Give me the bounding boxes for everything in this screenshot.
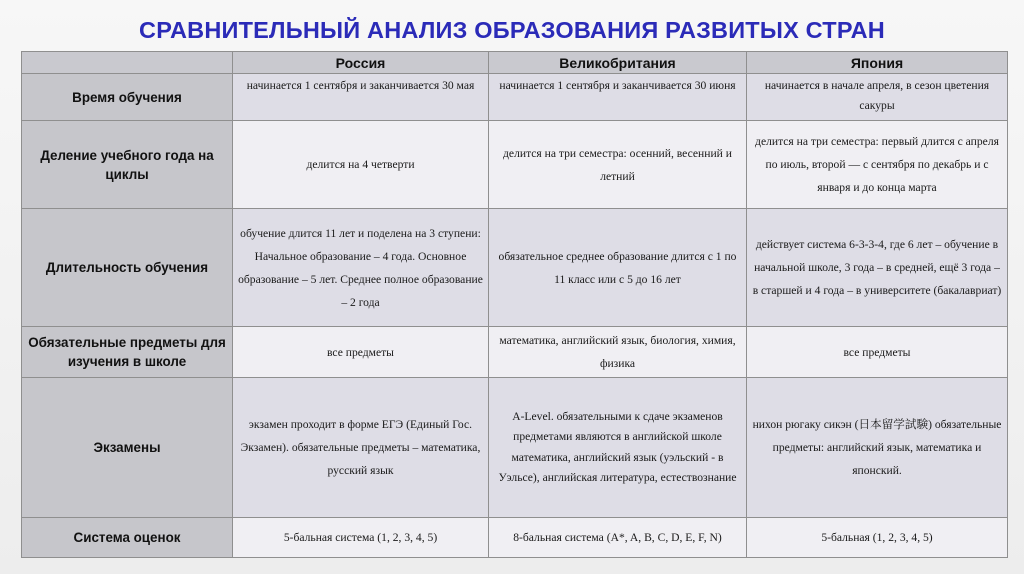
row-label-year-division: Деление учебного года на циклы — [22, 121, 233, 209]
corner-cell — [22, 52, 233, 74]
table-row-grading — [22, 518, 1008, 558]
comparison-table — [21, 51, 1008, 558]
page-title: СРАВНИТЕЛЬНЫЙ АНАЛИЗ ОБРАЗОВАНИЯ РАЗВИТЫХ СТРАН — [139, 17, 885, 43]
cell-grading-uk: 8-бальная система (A*, A, B, C, D, E, F, N) — [489, 518, 747, 558]
column-header-russia: Россия — [233, 52, 489, 74]
cell-year-division-russia: делится на 4 четверти — [233, 121, 489, 209]
cell-exams-russia: экзамен проходит в форме ЕГЭ (Единый Гос. Экзамен). обязательные предметы – математика, русский язык — [233, 378, 489, 518]
cell-duration-japan: действует система 6-3-3-4, где 6 лет – обучение в начальной школе, 3 года – в средней, ещё 3 года – в старшей и 4 года – в университете (бакалавриат) — [747, 209, 1008, 327]
cell-grading-japan: 5-бальная (1, 2, 3, 4, 5) — [747, 518, 1008, 558]
row-label-exams: Экзамены — [22, 378, 233, 518]
row-label-duration: Длительность обучения — [22, 209, 233, 327]
table-row-subjects — [22, 327, 1008, 378]
cell-study-time-japan: начинается в начале апреля, в сезон цветения сакуры — [747, 74, 1008, 121]
cell-exams-japan: нихон рюгаку сикэн (日本留学試験) обязательные предметы: английский язык, математика и японский. — [747, 378, 1008, 518]
cell-duration-uk: обязательное среднее образование длится с 1 по 11 класс или с 5 до 16 лет — [489, 209, 747, 327]
cell-year-division-japan: делится на три семестра: первый длится с апреля по июль, второй — с сентября по декабрь и с января и до конца марта — [747, 121, 1008, 209]
table-row-duration — [22, 209, 1008, 327]
row-label-subjects: Обязательные предметы для изучения в школе — [22, 327, 233, 378]
row-label-study-time: Время обучения — [22, 74, 233, 121]
table-row-exams — [22, 378, 1008, 518]
header-row — [22, 52, 1008, 74]
row-label-grading: Система оценок — [22, 518, 233, 558]
column-header-uk: Великобритания — [489, 52, 747, 74]
cell-grading-russia: 5-бальная система (1, 2, 3, 4, 5) — [233, 518, 489, 558]
cell-subjects-russia: все предметы — [233, 327, 489, 378]
cell-study-time-russia: начинается 1 сентября и заканчивается 30 мая — [233, 74, 489, 121]
cell-year-division-uk: делится на три семестра: осенний, весенний и летний — [489, 121, 747, 209]
column-header-japan: Япония — [747, 52, 1008, 74]
cell-study-time-uk: начинается 1 сентября и заканчивается 30 июня — [489, 74, 747, 121]
cell-exams-uk: A-Level. обязательными к сдаче экзаменов предметами являются в английской школе математика, английский язык (уэльский - в Уэльсе), английская литература, естествознание — [489, 378, 747, 518]
table-row-study-time — [22, 74, 1008, 121]
cell-subjects-uk: математика, английский язык, биология, химия, физика — [489, 327, 747, 378]
cell-duration-russia: обучение длится 11 лет и поделена на 3 ступени: Начальное образование – 4 года. Основное образование – 5 лет. Среднее полное образование – 2 года — [233, 209, 489, 327]
cell-subjects-japan: все предметы — [747, 327, 1008, 378]
table-row-year-division — [22, 121, 1008, 209]
